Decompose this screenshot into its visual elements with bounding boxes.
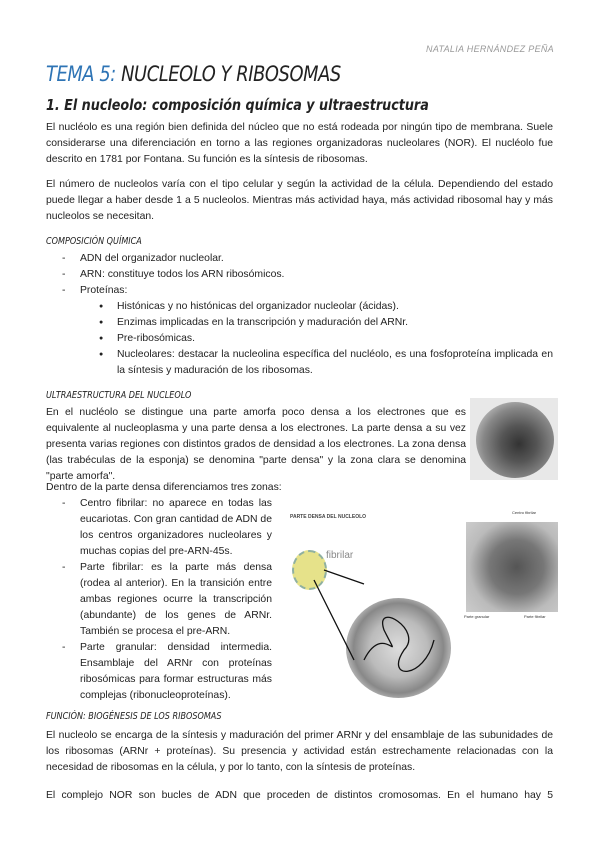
title-prefix: TEMA 5:: [46, 62, 116, 86]
section-heading: 1. El nucleolo: composición química y ultraestructura: [46, 96, 429, 114]
list-item: - Parte granular: densidad intermedia. Ensamblaje del ARNr con proteínas ribosómicas para formar estructuras más complejas (ribonucleoproteínas).: [80, 640, 272, 704]
list-item: ● Enzimas implicadas en la transcripción y maduración del ARNr.: [117, 315, 553, 331]
ultrastructure-paragraph: En el nucléolo se distingue una parte amorfa poco densa a los electrones que es equivalente al nucleoplasma y una parte densa a los electrones. La parte densa a su vez presenta varias regiones con distintos grados de densidad a los electrones. La zona densa (las trabéculas de la esponja) se denomina "parte densa" y la zona clara se denomina "parte amorfa".: [46, 407, 466, 482]
nucleolus-micrograph: [470, 398, 558, 480]
list-item: ● Nucleolares: destacar la nucleolina específica del nucléolo, es una fosfoproteína implicada en la síntesis y maduración de los ribosomas.: [117, 347, 553, 379]
page-title: [46, 62, 341, 86]
list-item: - Proteínas:: [80, 283, 550, 299]
label-centro-fibrilar: Centro fibrilar: [512, 510, 537, 515]
label-parte-fibrilar: Parte fibrilar: [524, 614, 546, 619]
list-item: - Centro fibrilar: no aparece en todas las eucariotas. Con gran cantidad de ADN de los centros organizadores nucleolares y muchas copias del pre-ARN-45s.: [80, 496, 272, 560]
protein-list: [117, 299, 553, 379]
title-main: NUCLEOLO Y RIBOSOMAS: [115, 62, 341, 86]
list-item: ● Histónicas y no histónicas del organizador nucleolar (ácidas).: [117, 299, 553, 315]
ultrastructure-heading: ULTRAESTRUCTURA DEL NUCLEOLO: [46, 390, 192, 401]
intro-paragraph-1: El nucléolo es una región bien definida del núcleo que no está rodeada por ningún tipo de membrana. Suele considerarse una diferenciación en torno a las regiones organizadoras nucleolares (NOR). El nucléolo fue descrito en 1781 por Fontana. Su función es la síntesis de ribosomas.: [46, 122, 553, 165]
inset-label: fibrilar: [326, 550, 354, 561]
list-item: - ARN: constituye todos los ARN ribosómicos.: [80, 267, 550, 283]
list-item: ● Pre-ribosómicas.: [117, 331, 553, 347]
list-item: - Parte fibrilar: es la parte más densa (rodea al anterior). En la transición entre ambas regiones ocurre la transcripción (abundante) de los genes de ARNr. También se procesa el pre-ARN.: [80, 560, 272, 640]
function-heading: FUNCIÓN: BIOGÉNESIS DE LOS RIBOSOMAS: [46, 711, 222, 722]
zones-list: [80, 496, 272, 704]
author-name: NATALIA HERNÁNDEZ PEÑA: [426, 44, 554, 54]
intro-paragraph-2: El número de nucleolos varía con el tipo celular y según la actividad de la célula. Dependiendo del estado puede llegar a haber desde 1 a 5 nucleolos. Mientras más actividad haya, más actividad ribosomal hay y más nucleolos se necesitan.: [46, 179, 553, 222]
composition-list: [80, 251, 550, 299]
label-parte-granular: Parte granular: [464, 614, 490, 619]
chromatin-loops: [284, 510, 459, 700]
function-paragraph-1: El nucleolo se encarga de la síntesis y maduración del primer ARNr y del ensamblaje de las subunidades de los ribosomas (ARNr + proteínas). Su presencia y actividad están estrechamente relacionadas con la necesidad de ribosomas en la célula, y por lo tanto, con la síntesis de proteínas.: [46, 730, 553, 773]
zones-intro: Dentro de la parte densa diferenciamos tres zonas:: [46, 482, 282, 493]
nucleolus-diagram: [284, 510, 459, 700]
nucleolus-micrograph-2: [464, 510, 560, 625]
list-item: - ADN del organizador nucleolar.: [80, 251, 550, 267]
figure-caption: PARTE DENSA DEL NUCLEOLO: [290, 514, 367, 520]
composition-heading: COMPOSICIÓN QUÍMICA: [46, 236, 142, 247]
function-paragraph-2: El complejo NOR son bucles de ADN que proceden de distintos cromosomas. En el humano hay 5: [46, 790, 553, 801]
